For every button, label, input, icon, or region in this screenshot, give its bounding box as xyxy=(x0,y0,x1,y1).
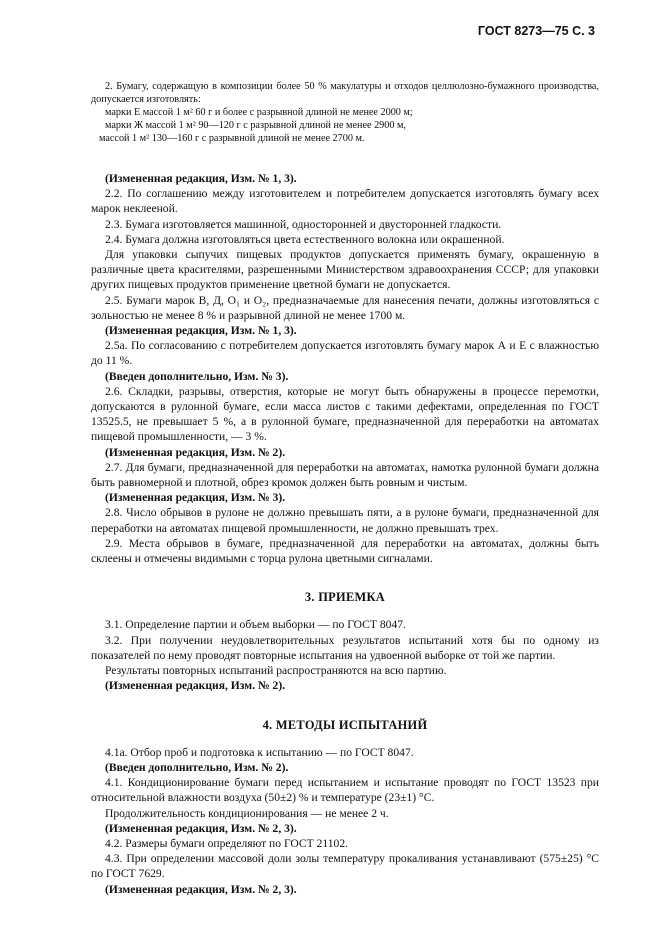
edition-note: (Измененная редакция, Изм. № 2). xyxy=(105,445,286,459)
edition-note: (Измененная редакция, Изм. № 1, 3). xyxy=(105,172,297,185)
paragraph: 2.3. Бумага изготовляется машинной, односторонней и двусторонней гладкости. xyxy=(105,217,502,231)
edition-note: (Измененная редакция, Изм. № 1, 3). xyxy=(105,324,297,338)
paragraph: 2.7. Для бумаги, предназначенной для переработки на автоматах, намотка рулонной бумаги должна быть равномерной и плотной, обрез кромок должен быть ровным и чистым. xyxy=(91,460,599,490)
edition-note: (Введен дополнительно, Изм. № 3). xyxy=(105,369,289,383)
paragraph: Результаты повторных испытаний распространяются на всю партию. xyxy=(105,664,447,678)
page-header: ГОСТ 8273—75 С. 3 xyxy=(477,24,595,38)
paragraph: 2.5. Бумаги марок В, Д, О₁ и О₂, предназначаемые для нанесения печати, должны изготовляться с зольностью не менее 8 % и разрывной длиной не менее 1700 м. xyxy=(91,293,599,322)
note-line: марки Е массой 1 м² 60 г и более с разрывной длиной не менее 2000 м; xyxy=(105,107,413,118)
document-body xyxy=(91,80,599,897)
edition-note: (Измененная редакция, Изм. № 3). xyxy=(105,491,286,505)
paragraph: 4.1а. Отбор проб и подготовка к испытанию — по ГОСТ 8047. xyxy=(105,745,414,759)
note-block xyxy=(91,80,599,145)
note-line: массой 1 м² 130—160 г с разрывной длиной не менее 2700 м. xyxy=(99,133,365,144)
paragraph: 2.6. Складки, разрывы, отверстия, которые не могут быть обнаружены в процессе перемотки, допускаются в рулонной бумаге, если масса листов с такими дефектами, определенная по ГОСТ 13525.5, не превышает 5 %, а в рулонной бумаге, предназначенной для переработки на автоматах пищевой промышленности, — 3 %. xyxy=(91,384,599,444)
paragraph: 2.2. По соглашению между изготовителем и потребителем допускается изготовлять бумагу всех марок неклееной. xyxy=(91,187,599,216)
paragraph: Для упаковки сыпучих пищевых продуктов допускается применять бумагу, окрашенную в различные цвета красителями, разрешенными Министерством здравоохранения СССР; для упаковки других пищевых продуктов применение цветной бумаги не допускается. xyxy=(91,248,599,292)
section-heading: 4. МЕТОДЫ ИСПЫТАНИЙ xyxy=(262,717,428,732)
edition-note: (Введен дополнительно, Изм. № 2). xyxy=(105,760,289,774)
paragraph: 4.3. При определении массовой доли золы температуру прокаливания устанавливают (575±25) °С по ГОСТ 7629. xyxy=(91,852,599,881)
paragraph: 2.8. Число обрывов в рулоне не должно превышать пяти, а в рулоне бумаги, предназначенной для переработки на автоматах пищевой промышленности, не должно превышать трех. xyxy=(91,506,599,535)
paragraph: 3.2. При получении неудовлетворительных результатов испытаний хотя бы по одному из показателей по нему проводят повторные испытания на удвоенной выборке от той же партии. xyxy=(91,633,599,662)
paragraph: 3.1. Определение партии и объем выборки — по ГОСТ 8047. xyxy=(105,618,406,632)
note-line: марки Ж массой 1 м² 90—120 г с разрывной длиной не менее 2900 м, xyxy=(105,120,406,131)
edition-note: (Измененная редакция, Изм. № 2, 3). xyxy=(105,821,297,835)
paragraph: 4.2. Размеры бумаги определяют по ГОСТ 21102. xyxy=(105,836,349,850)
section-heading: 3. ПРИЕМКА xyxy=(304,590,386,605)
paragraph: 2.4. Бумага должна изготовляться цвета естественного волокна или окрашенной. xyxy=(105,232,505,246)
edition-note: (Измененная редакция, Изм. № 2). xyxy=(105,679,286,693)
edition-note: (Измененная редакция, Изм. № 2, 3). xyxy=(105,882,297,896)
paragraph: 4.1. Кондиционирование бумаги перед испытанием и испытание проводят по ГОСТ 13523 при относительной влажности воздуха (50±2) % и температуре (23±1) °С. xyxy=(91,776,599,805)
paragraph: 2.5а. По согласованию с потребителем допускается изготовлять бумагу марок А и Е с влажностью до 11 %. xyxy=(91,339,599,368)
paragraph: 2.9. Места обрывов в бумаге, предназначенной для переработки на автоматах, должны быть склеены и отмечены видимыми с торца рулона цветными сигналами. xyxy=(91,536,599,566)
paragraph: Продолжительность кондиционирования — не менее 2 ч. xyxy=(105,806,389,820)
note-paragraph: 2. Бумагу, содержащую в композиции более 50 % макулатуры и отходов целлюлозно-бумажного производства, допускается изготовлять: xyxy=(91,81,599,105)
